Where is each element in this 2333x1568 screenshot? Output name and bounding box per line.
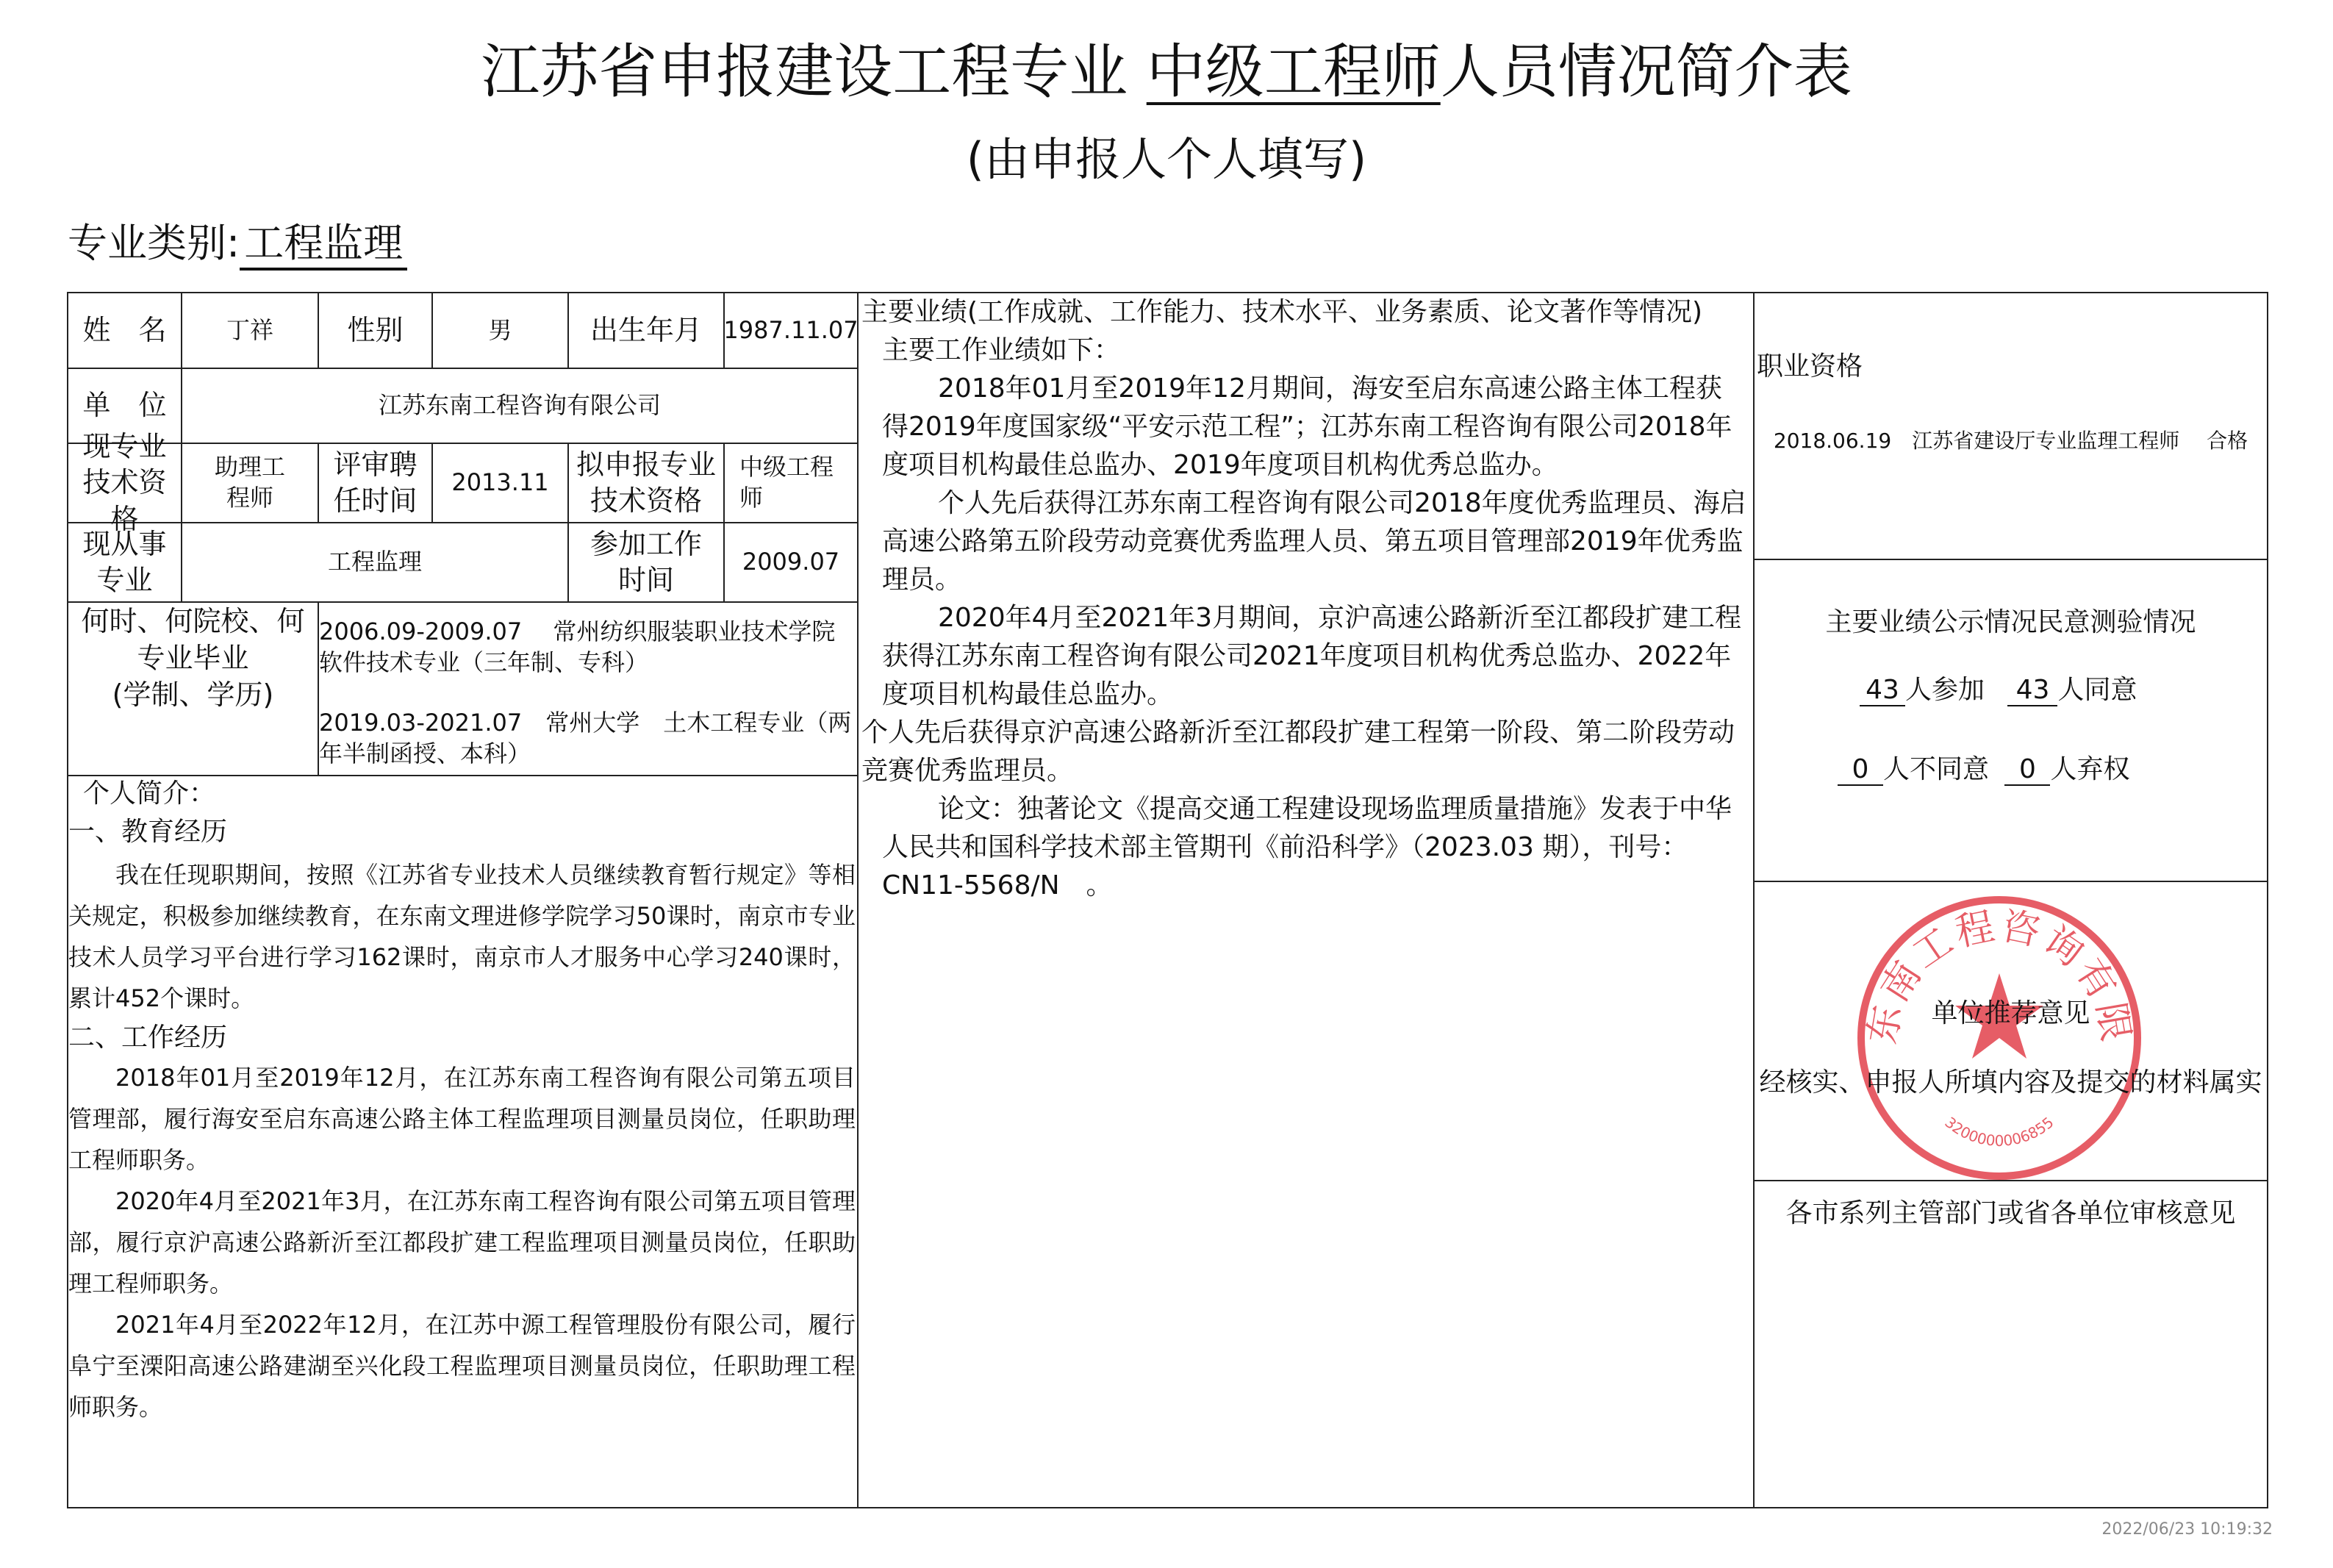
gender-label: 性别: [347, 313, 404, 346]
achievements-section: [859, 293, 1751, 905]
poll-disagreement: [1838, 748, 2129, 786]
form-title: [0, 35, 2333, 109]
unit-label: 单 位: [82, 389, 167, 422]
achievements-subheading: 主要工作业绩如下：: [882, 335, 1121, 365]
education-label-main: 何时、何院校、何专业毕业: [81, 605, 305, 674]
current-qual-label: 现专业技术资格: [82, 429, 167, 535]
poll-title: 主要业绩公示情况民意测验情况: [1825, 607, 2196, 637]
category-value: 工程监理: [240, 220, 407, 271]
review-title: 各市系列主管部门或省各单位审核意见: [1785, 1198, 2236, 1228]
intro-heading: 个人简介：: [83, 778, 216, 809]
category-label: 专业类别:: [68, 220, 240, 266]
achievement-paragraph: 2020年4月至2021年3月期间，京沪高速公路新沂至江都段扩建工程获得江苏东南工程咨询有限公司2021年度项目机构优秀总监办、2022年度项目机构最佳总监办。: [882, 603, 1742, 709]
birth-label: 出生年月: [589, 313, 702, 346]
achievement-paragraph: 个人先后获得江苏东南工程咨询有限公司2018年度优秀监理员、海启高速公路第五阶段劳动竞赛优秀监理人员、第五项目管理部2019年优秀监理员。: [882, 488, 1746, 595]
education-entry: 2006.09-2009.07 常州纺织服装职业技术学院软件技术专业（三年制、专科）: [319, 617, 836, 676]
recommendation-text: 经核实、申报人所填内容及提交的材料属实: [1759, 1067, 2262, 1098]
seal-number: 3200000006855: [1941, 1113, 2057, 1150]
achievement-paragraph: 论文：独著论文《提高交通工程建设现场监理质量措施》发表于中华人民共和国科学技术部主管期刊《前沿科学》（2023.03 期），刊号：CN11-5568/N 。: [882, 794, 1732, 901]
title-level: 中级工程师: [1146, 37, 1441, 106]
name-label: 姓 名: [82, 313, 167, 346]
participants-label: 人参加: [1905, 675, 1985, 705]
category-line: [68, 215, 407, 272]
achievement-paragraph: 个人先后获得京沪高速公路新沂至江都段扩建工程第一阶段、第二阶段劳动竞赛优秀监理员。: [861, 717, 1735, 786]
work-entry: 2021年4月至2022年12月，在江苏中源工程管理股份有限公司，履行阜宁至溧阳高速公路建湖至兴化段工程监理项目测量员岗位，任职助理工程师职务。: [68, 1311, 856, 1421]
apply-qual-value: 中级工程师: [739, 453, 834, 512]
company-seal: [1852, 891, 2146, 1185]
appoint-time-label: 评审聘任时间: [333, 448, 417, 517]
poll-participation: [1860, 669, 2137, 706]
seal-graphic: [1852, 891, 2146, 1185]
title-prefix: 江苏省申报建设工程专业: [481, 37, 1128, 106]
current-major-value: 工程监理: [327, 548, 422, 576]
work-entry: 2018年01月至2019年12月，在江苏东南工程咨询有限公司第五项目管理部，履行海安至启东高速公路主体工程监理项目测量员岗位，任职助理工程师职务。: [68, 1064, 856, 1174]
education-label: [68, 603, 318, 775]
birth-value: 1987.11.07: [723, 315, 859, 344]
unit-value: 江苏东南工程咨询有限公司: [378, 391, 661, 420]
work-entry: 2020年4月至2021年3月，在江苏东南工程咨询有限公司第五项目管理部，履行京沪高速公路新沂至江都段扩建工程监理项目测量员岗位，任职助理工程师职务。: [68, 1187, 856, 1297]
title-suffix: 人员情况简介表: [1440, 37, 1852, 106]
disagree-count: 0: [1838, 754, 1883, 786]
personal-intro: [68, 775, 856, 1428]
current-major-label: 现从事专业: [82, 527, 167, 596]
achievements-heading: 主要业绩(工作成就、工作能力、技术水平、业务素质、论文著作等情况): [861, 297, 1703, 327]
apply-qual-label: 拟申报专业技术资格: [576, 448, 716, 517]
education-value: [319, 616, 854, 769]
education-section-text: 我在任现职期间，按照《江苏省专业技术人员继续教育暂行规定》等相关规定，积极参加继续教育，在东南文理进修学院学习50课时，南京市专业技术人员学习平台进行学习162课时，南京市人才服务中心学习240课时，累计452个课时。: [68, 861, 856, 1012]
education-entry: 2019.03-2021.07 常州大学 土木工程专业（两年半制函授、本科）: [319, 709, 852, 767]
education-label-note: (学制、学历): [112, 679, 274, 711]
work-start-label: 参加工作时间: [589, 527, 702, 596]
row-divider: [1753, 881, 2268, 882]
abstain-label: 人弃权: [2050, 754, 2130, 784]
participants-count: 43: [1860, 675, 1905, 706]
agree-count: 43: [2007, 675, 2057, 706]
qualification-value: 2018.06.19 江苏省建设厅专业监理工程师 合格: [1773, 429, 2248, 453]
disagree-label: 人不同意: [1883, 754, 1990, 784]
name-value: 丁祥: [226, 315, 273, 344]
work-section-title: 二、工作经历: [68, 1023, 228, 1053]
achievement-paragraph: 2018年01月至2019年12月期间，海安至启东高速公路主体工程获得2019年度国家级“平安示范工程”；江苏东南工程咨询有限公司2018年度项目机构最佳总监办、2019年度项目机构优秀总监办。: [882, 373, 1732, 480]
appoint-time-value: 2013.11: [451, 468, 549, 497]
current-qual-value: 助理工程师: [214, 453, 285, 512]
abstain-count: 0: [2004, 754, 2050, 786]
seal-text: 东南工程咨询有限: [1860, 903, 2139, 1048]
recommendation-title: 单位推荐意见: [1931, 998, 2090, 1028]
work-start-value: 2009.07: [742, 548, 840, 576]
agree-label: 人同意: [2057, 675, 2137, 705]
qualification-label: 职业资格: [1757, 351, 1863, 382]
row-divider: [1753, 559, 2268, 560]
form-subtitle: (由申报人个人填写): [966, 132, 1367, 186]
education-section-title: 一、教育经历: [68, 817, 228, 847]
column-divider: [1753, 292, 1755, 1508]
print-timestamp: 2022/06/23 10:19:32: [2101, 1520, 2273, 1539]
gender-value: 男: [488, 315, 512, 344]
